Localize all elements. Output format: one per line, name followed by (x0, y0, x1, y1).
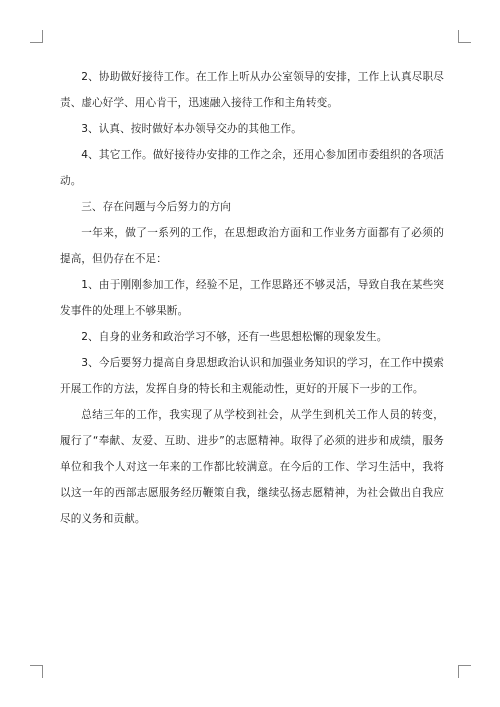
paragraph-task-2: 2、协助做好接待工作。在工作上听从办公室领导的安排，工作上认真尽职尽责、虚心好学、用心肯干，迅速融入接待工作和主角转变。 (60, 71, 444, 109)
paragraph-task-3: 3、认真、按时做好本办领导交办的其他工作。 (81, 123, 302, 135)
paragraph-problem-3: 3、今后要努力提高自身思想政治认识和加强业务知识的学习，在工作中摸索开展工作的方法，发挥自身的特长和主观能动性，更好的开展下一步的工作。 (60, 357, 444, 395)
paragraph-task-4: 4、其它工作。做好接待办安排的工作之余，还用心参加团市委组织的各项活动。 (60, 149, 444, 187)
paragraph-problem-2: 2、自身的业务和政治学习不够，还有一些思想松懈的现象发生。 (81, 331, 388, 343)
section-heading-problems: 三、存在问题与今后努力的方向 (81, 201, 231, 213)
paragraph-summary-intro: 一年来，做了一系列的工作，在思想政治方面和工作业务方面都有了必须的提高，但仍存在不足： (60, 227, 444, 265)
crop-mark-bottom-right (458, 665, 471, 678)
crop-mark-top-left (30, 30, 43, 43)
document-body (60, 64, 444, 532)
crop-mark-bottom-left (30, 665, 43, 678)
paragraph-conclusion: 总结三年的工作，我实现了从学校到社会，从学生到机关工作人员的转变，履行了“奉献、友爱、互助、进步”的志愿精神。取得了必须的进步和成绩，服务单位和我个人对这一年来的工作都比较满意。在今后的工作、学习生活中，我将以这一年的西部志愿服务经历鞭策自我，继续弘扬志愿精神，为社会做出自我应尽的义务和贡献。 (60, 409, 444, 525)
paragraph-problem-1: 1、由于刚刚参加工作，经验不足，工作思路还不够灵活，导致自我在某些突发事件的处理上不够果断。 (60, 279, 444, 317)
crop-mark-top-right (458, 30, 471, 43)
